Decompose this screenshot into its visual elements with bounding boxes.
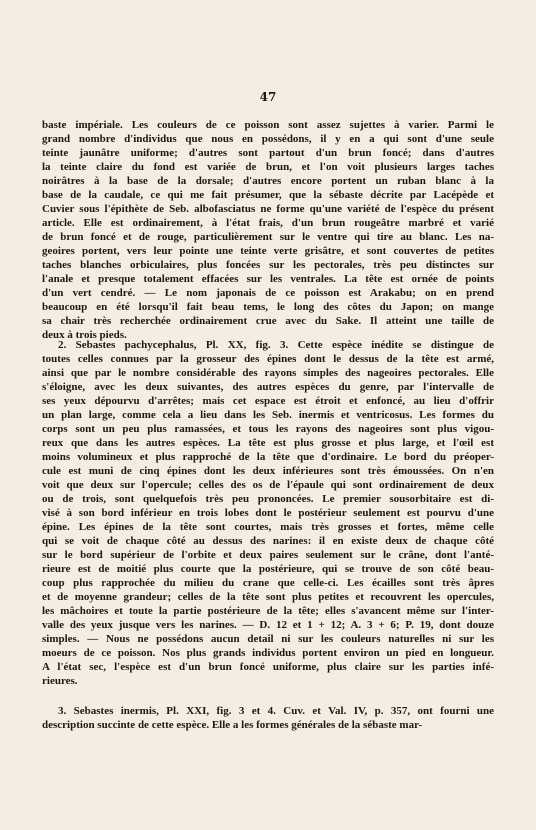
text-line: rieures. [42, 675, 78, 687]
text-line: rieure est de moitié plus courte que la postérieure, qui se trouve de son côté beau- [42, 563, 494, 575]
text-line: et de moyenne grandeur; celles de la tête sont plus petites et recouvrent les opercules, [42, 591, 494, 603]
text-line: voit que deux sur l'opercule; celles des os de l'épaule qui sont ordinairement de deux [42, 479, 494, 491]
text-line: base de la caudale, ce qui me fait présumer, que la sébaste décrite par Lacépède et [42, 189, 494, 201]
text-line: coup plus rapprochée du milieu du crane que celle-ci. Les écailles sont très âpres [42, 577, 494, 589]
paragraph-3-sebastes-inermis [42, 704, 494, 732]
text-line: les mâchoires et toute la partie postérieure de la tête; elles s'avancent même sur l'inter- [42, 605, 494, 617]
text-line: d'un vert cendré. — Le nom japonais de ce poisson est Arakabu; on en prend [42, 287, 494, 299]
text-line: description succinte de cette espèce. Elle a les formes générales de la sébaste mar- [42, 719, 423, 731]
text-line: taches blanches orbiculaires, plus foncées sur les pectorales, très peu distinctes sur [42, 259, 494, 271]
text-line: simples. — Nous ne possédons aucun detail ni sur les couleurs naturelles ni sur les [42, 633, 494, 645]
text-line: sa chair très recherchée ordinairement crue avec du Sake. Il atteint une taille de [42, 315, 494, 327]
text-line: moins volumineux et plus rapproché de la tête que d'ordinaire. Le bord du préoper- [42, 451, 494, 463]
text-line: 2. Sebastes pachycephalus, Pl. XX, fig. 3. Cette espèce inédite se distingue de [58, 339, 494, 351]
text-line: de brun foncé et de rouge, particulièrement sur le ventre qui tire au blanc. Les na- [42, 231, 494, 243]
text-line: grand nombre d'individus que nous en possédons, il y en a qui sont d'une seule [42, 133, 494, 145]
text-line: corps sont un peu plus ramassées, et tous les rayons des nageoires sont plus vigou- [42, 423, 494, 435]
text-line: un plan large, comme cela a lieu dans les Seb. inermis et ventricosus. Les formes du [42, 409, 494, 421]
text-line: deux à trois pieds. [42, 329, 127, 341]
text-line: article. Elle est ordinairement, à l'état frais, d'un brun rougeâtre marbré et varié [42, 217, 494, 229]
text-line: teinte jaunâtre uniforme; d'autres sont partout d'un brun foncé; dans d'autres [42, 147, 494, 159]
text-line: ses yeux dépourvu d'arrêtes; mais cet espace est étroit et enfoncé, au lieu d'offrir [42, 395, 494, 407]
text-line: visé à son bord inférieur en trois lobes dont le postérieur seulement est pourvu d'une [42, 507, 494, 519]
text-line: qui se voit de chaque côté au dessus des narines: il en existe deux de chaque côté [42, 535, 494, 547]
text-line: épine. Les épines de la tête sont courtes, mais très grosses et fortes, même celle [42, 521, 494, 533]
page-number: 47 [259, 90, 277, 104]
text-line: geoires portent, vers leur pointe une teinte verte grisâtre, et sont couvertes de petites [42, 245, 494, 257]
text-line: moeurs de ce poisson. Nos plus grands individus portent environ un pied en longueur. [42, 647, 494, 659]
text-line: beaucoup en été lorsqu'il fait beau tems, le long des côtes du Japon; on mange [42, 301, 494, 313]
text-line: valle des yeux jusque vers les narines. — D. 12 et 1 + 12; A. 3 + 6; P. 19, dont douze [42, 619, 494, 631]
text-line: ou de trois, sont quelquefois très peu prononcées. Le premier sousorbitaire est di- [42, 493, 494, 505]
text-line: s'éloigne, avec les deux suivantes, des autres espèces du genre, par l'intervalle de [42, 381, 494, 393]
text-line: cule est muni de cinq épines dont les deux inférieures sont très émoussées. On n'en [42, 465, 494, 477]
text-line: A l'état sec, l'espèce est d'un brun foncé uniforme, plus claire sur les parties infé- [42, 661, 494, 673]
text-line: noirâtres à la base de la dorsale; d'autres encore portent un ruban blanc à la [42, 175, 494, 187]
text-line: sur le bord supérieur de l'orbite et deux paires seulement sur le crâne, dont l'anté- [42, 549, 494, 561]
text-line: baste impériale. Les couleurs de ce poisson sont assez sujettes à varier. Parmi le [42, 119, 494, 131]
paragraph-1 [42, 118, 494, 342]
text-line: toutes celles connues par la grosseur des épines dont le dessus de la tête est armé, [42, 353, 494, 365]
text-line: la teinte claire du fond est variée de brun, et l'on voit plusieurs larges taches [42, 161, 494, 173]
text-line: ainsi que par le nombre considérable des rayons simples des nageoires pectorales. Elle [42, 367, 494, 379]
text-line: Cuvier sous l'épithète de Seb. albofasciatus ne forme qu'une variété de l'espèce du présent [42, 203, 494, 215]
text-line: 3. Sebastes inermis, Pl. XXI, fig. 3 et 4. Cuv. et Val. IV, p. 357, ont fourni une [58, 705, 494, 717]
text-line: l'anale et presque totalement effacées sur les ventrales. La tête est ornée de points [42, 273, 494, 285]
text-line: reux que dans les autres espèces. La tête est plus grosse et plus large, et l'œil est [42, 437, 494, 449]
paragraph-2-sebastes-pachycephalus [42, 338, 494, 688]
